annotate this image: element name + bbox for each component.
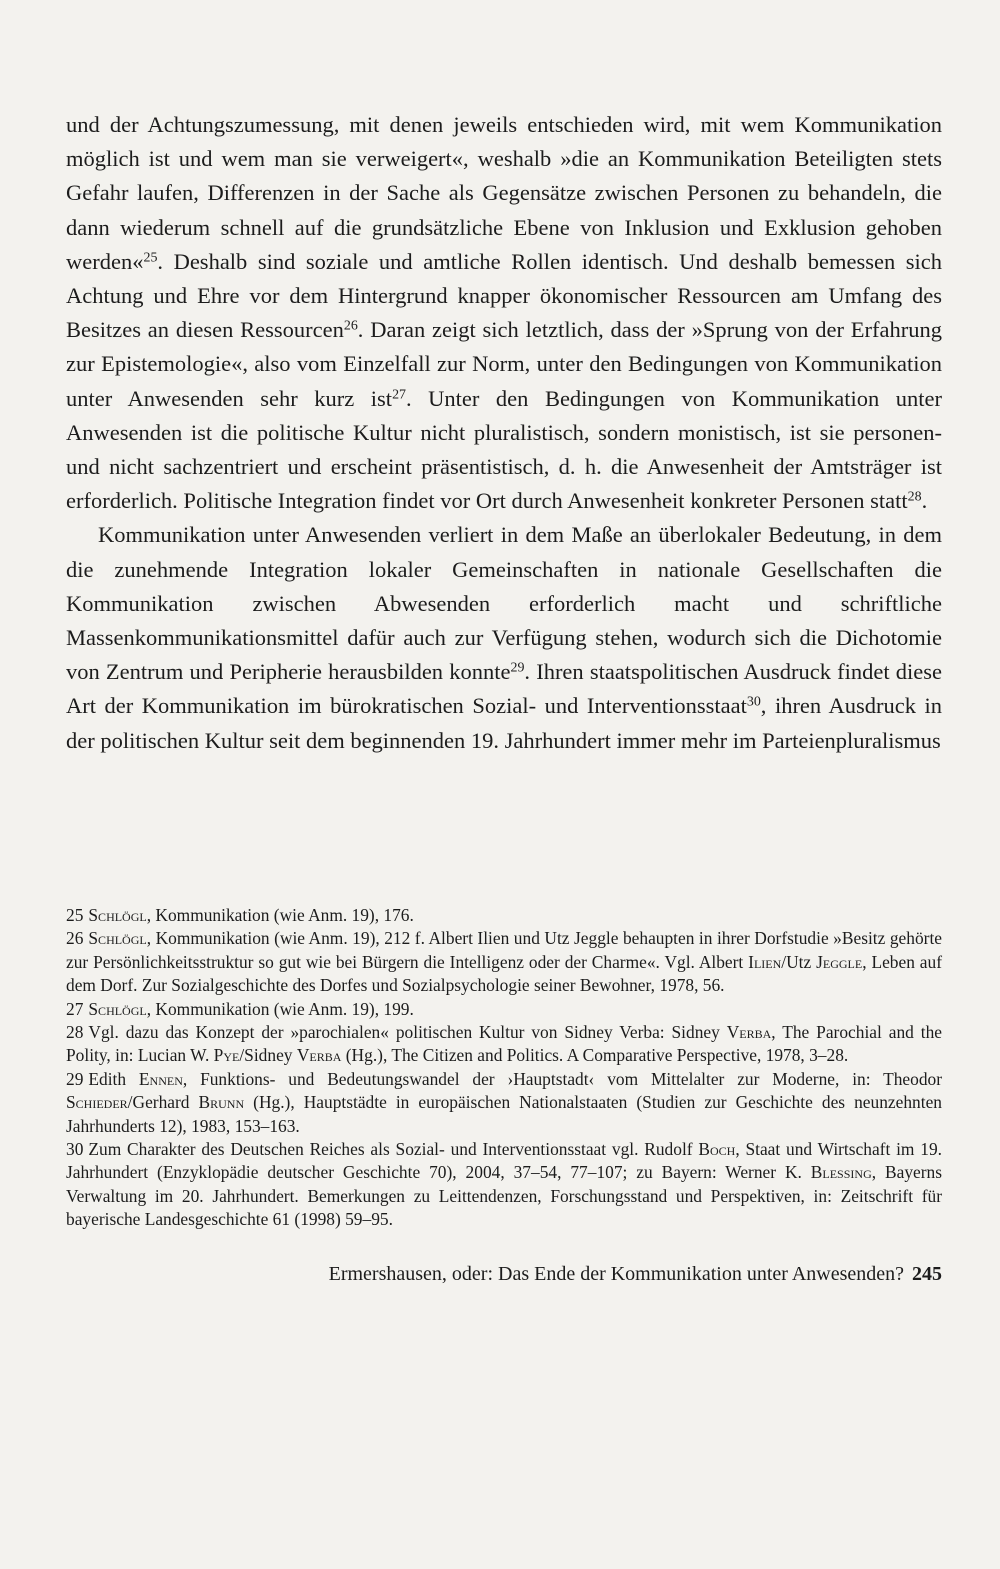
running-title: Ermershausen, oder: Das Ende der Kommunikation unter Anwesenden? [328, 1263, 904, 1285]
text-run: , Kommunikation (wie Anm. 19), 199. [146, 998, 414, 1019]
footnote-number: 25 [66, 905, 84, 925]
paragraph [66, 518, 942, 757]
text-run: . Deshalb sind soziale und amtliche Rollen identisch. Und deshalb bemessen sich Achtung und Ehre vor dem Hintergrund knapper ökonomischer Ressourcen am Umfang des Besitzes an diesen Ressourcen [66, 248, 942, 343]
text-run: . Daran zeigt sich letztlich, dass der »Sprung von der Erfahrung zur Epistemologie«, also vom Einzelfall zur Norm, unter den Bedingungen von Kommunikation unter Anwesenden sehr kurz ist [66, 317, 942, 411]
footnote-marker: 29 [510, 660, 525, 676]
text-run: Edith [88, 1068, 139, 1089]
text-run: , ihren Ausdruck in der politischen Kultur seit dem beginnenden 19. Jahrhundert immer mehr im Parteienpluralismus [66, 693, 942, 753]
footnote-marker: 25 [143, 250, 158, 266]
footnote-number: 27 [66, 998, 84, 1019]
text-run: Zum Charakter des Deutschen Reiches als Sozial- und Interventionsstaat vgl. Rudolf [88, 1139, 699, 1160]
text-run: , Bayerns Verwaltung im 20. Jahrhundert. Bemerkungen zu Leittendenzen, Forschungsstand und Perspektiven, in: Zeitschrift für bayerische Landesgeschichte 61 (1998) 59–95. [66, 1162, 942, 1230]
footnote [66, 1021, 942, 1068]
paragraph [66, 108, 942, 518]
author-name: Boch [698, 1139, 736, 1160]
text-run: , The Parochial and the Polity, in: Lucian W. [66, 1022, 942, 1066]
text-run: . Ihren staatspolitischen Ausdruck findet diese Art der Kommunikation im bürokratischen Sozial- und Interventionsstaat [66, 659, 943, 719]
footnote [66, 1068, 942, 1138]
footnote [66, 998, 942, 1021]
footnote-number: 29 [66, 1068, 84, 1089]
footnote [66, 904, 942, 927]
author-name: Schieder [66, 1092, 128, 1113]
page-number: 245 [912, 1263, 942, 1285]
author-name: Verba [296, 1045, 342, 1066]
text-run: /Utz [781, 951, 817, 972]
text-run: Vgl. dazu das Konzept der »parochialen« politischen Kultur von Sidney Verba: Sidney [88, 1022, 727, 1043]
author-name: Schlögl [88, 928, 147, 949]
text-run: . Unter den Bedingungen von Kommunikation unter Anwesenden ist die politische Kultur nicht pluralistisch, sondern monistisch, ist sie personen- und nicht sachzentriert und erscheint präsentistisch, d. h. die Anwesenheit der Amtsträger ist erforderlich. Politische Integration findet vor Ort durch Anwesenheit konkreter Personen statt [66, 385, 942, 514]
text-run: , Staat und Wirtschaft im 19. Jahrhundert (Enzyklopädie deutscher Geschichte 70), 2004, 37–54, 77–107; zu Bayern: Werner K. [66, 1139, 942, 1183]
footnote-number: 28 [66, 1022, 84, 1043]
footnote-marker: 30 [746, 694, 761, 710]
footnotes [66, 904, 942, 1232]
author-name: Ennen [138, 1068, 183, 1089]
author-name: Brunn [198, 1092, 245, 1113]
author-name: Schlögl [88, 998, 147, 1019]
text-run: /Sidney [239, 1045, 297, 1066]
text-run: . [921, 488, 928, 514]
text-run: , Funktions- und Bedeutungswandel der ›Hauptstadt‹ vom Mittelalter zur Moderne, in: Theodor [182, 1068, 943, 1089]
text-run: und der Achtungszumessung, mit denen jeweils entschieden wird, mit wem Kommunikation möglich ist und wem man sie verweigert«, weshalb »die an Kommunikation Beteiligten stets Gefahr laufen, Differenzen in der Sache als Gegensätze zwischen Personen zu behandeln, die dann wiederum schnell auf die grundsätzliche Ebene von Inklusion und Exklusion gehoben werden« [66, 112, 942, 274]
text-run: , Kommunikation (wie Anm. 19), 176. [146, 905, 414, 925]
author-name: Pye [213, 1045, 240, 1066]
author-name: Verba [726, 1022, 772, 1043]
author-name: Jeggle [816, 951, 863, 972]
footnote-marker: 27 [392, 386, 406, 402]
footnote [66, 1138, 942, 1232]
text-run: (Hg.), The Citizen and Politics. A Comparative Perspective, 1978, 3–28. [341, 1045, 849, 1066]
author-name: Ilien [748, 951, 782, 972]
text-run: /Gerhard [127, 1092, 199, 1113]
author-name: Blessing [810, 1162, 872, 1183]
footnote-number: 30 [66, 1139, 84, 1160]
footnote-number: 26 [66, 928, 84, 949]
footnote-marker: 28 [907, 489, 922, 505]
text-run: , Kommunikation (wie Anm. 19), 212 f. Albert Ilien und Utz Jeggle behaupten in ihrer Dorfstudie »Besitz gehörte zur Persönlichkeitsstruktur so gut wie bei Bürgern die Intelligenz oder der Charme«. Vgl. Albert [66, 928, 942, 972]
author-name: Schlögl [88, 905, 147, 925]
running-footer [329, 1263, 942, 1286]
footnote [66, 927, 942, 997]
main-text [66, 108, 942, 758]
text-run: , Leben auf dem Dorf. Zur Sozialgeschichte des Dorfes und Sozialpsychologie seiner Bewohner, 1978, 56. [66, 951, 943, 996]
footnote-marker: 26 [343, 318, 358, 334]
text-run: (Hg.), Hauptstädte in europäischen Nationalstaaten (Studien zur Geschichte des neunzehnten Jahrhunderts 12), 1983, 153–163. [66, 1092, 942, 1136]
text-run: Kommunikation unter Anwesenden verliert in dem Maße an überlokaler Bedeutung, in dem die zunehmende Integration lokaler Gemeinschaften in nationale Gesellschaften die Kommunikation zwischen Abwesenden erforderlich macht und schriftliche Massenkommunikationsmittel dafür auch zur Verfügung stehen, wodurch sich die Dichotomie von Zentrum und Peripherie herausbilden konnte [66, 522, 942, 685]
